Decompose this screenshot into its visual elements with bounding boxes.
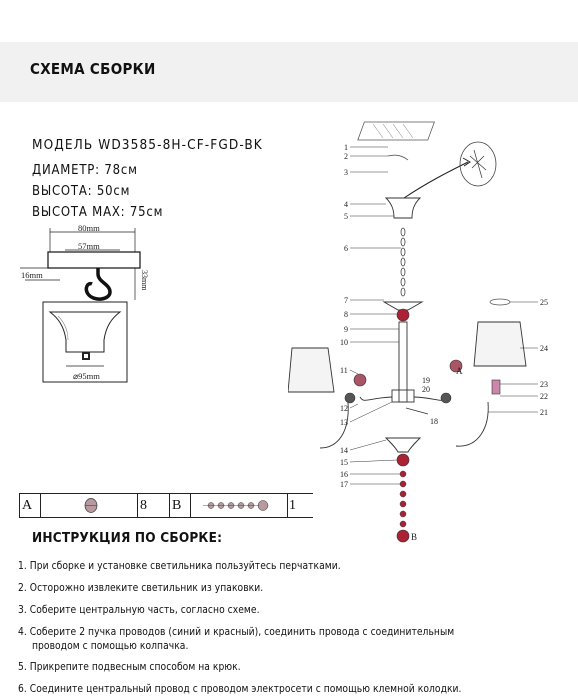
part-a-qty: 8: [137, 493, 177, 518]
part-label-25: 25: [540, 298, 548, 307]
part-label-6: 6: [344, 244, 348, 253]
part-label-20: 20: [422, 385, 430, 394]
part-label-10: 10: [340, 338, 348, 347]
part-label-16: 16: [340, 470, 348, 479]
part-label-3: 3: [344, 168, 348, 177]
spec-height-max: ВЫСОТА MAX: 75см: [32, 205, 164, 220]
part-b-letter: B: [169, 493, 191, 518]
part-label-5: 5: [344, 212, 348, 221]
part-label-9: 9: [344, 325, 348, 334]
dim-width-inner: 57mm: [78, 241, 100, 251]
part-label-18: 18: [430, 417, 438, 426]
part-label-2: 2: [344, 152, 348, 161]
parts-table: [19, 493, 296, 518]
instruction-item: 6. Соедините центральный провод с проводом электросети с помощью клемной колодки.: [18, 684, 462, 695]
part-label-12: 12: [340, 404, 348, 413]
part-a-letter: A: [19, 493, 41, 518]
dim-offset: 16mm: [21, 270, 43, 280]
part-label-22: 22: [540, 392, 548, 401]
dim-hook-height: 33mm: [140, 270, 149, 291]
instruction-item: 5. Прикрепите подвесным способом на крюк.: [18, 662, 241, 673]
part-label-24: 24: [540, 344, 548, 353]
part-label-19: 19: [422, 376, 430, 385]
instruction-item-continued: проводом с помощью колпачка.: [32, 641, 189, 652]
part-label-7: 7: [344, 296, 348, 305]
part-label-b: B: [411, 532, 418, 542]
part-label-15: 15: [340, 458, 348, 467]
part-label-11: 11: [340, 366, 348, 375]
part-a-image: [40, 493, 138, 518]
instruction-item: 4. Соберите 2 пучка проводов (синий и красный), соединить провода с соединительным: [18, 627, 455, 638]
spec-height: ВЫСОТА: 50см: [32, 184, 131, 199]
part-label-8: 8: [344, 310, 348, 319]
spec-diameter: ДИАМЕТР: 78см: [32, 163, 138, 178]
dim-cup-diameter: ⌀95mm: [73, 371, 100, 381]
part-label-a: A: [456, 366, 463, 376]
instruction-item: 1. При сборке и установке светильника пользуйтесь перчатками.: [18, 561, 341, 572]
cup-detail-drawing: [40, 300, 140, 388]
part-label-13: 13: [340, 418, 348, 427]
assembly-diagram: [288, 112, 578, 552]
dim-width-outer: 80mm: [78, 223, 100, 233]
bead-chain-icon: [193, 494, 289, 517]
part-label-21: 21: [540, 408, 548, 417]
instruction-item: 3. Соберите центральную часть, согласно схеме.: [18, 605, 260, 616]
hook-detail-drawing: [20, 222, 160, 302]
page-title: СХЕМА СБОРКИ: [30, 60, 156, 78]
part-label-17: 17: [340, 480, 348, 489]
part-b-qty: 1: [287, 493, 313, 518]
part-label-1: 1: [344, 143, 348, 152]
instructions-title: ИНСТРУКЦИЯ ПО СБОРКЕ:: [32, 530, 223, 546]
part-label-4: 4: [344, 200, 348, 209]
crystal-ball-icon: [43, 494, 139, 517]
model-number: МОДЕЛЬ WD3585-8H-CF-FGD-BK: [32, 137, 263, 153]
part-b-image: [190, 493, 288, 518]
part-label-23: 23: [540, 380, 548, 389]
part-label-14: 14: [340, 446, 348, 455]
instruction-item: 2. Осторожно извлеките светильник из упаковки.: [18, 583, 264, 594]
